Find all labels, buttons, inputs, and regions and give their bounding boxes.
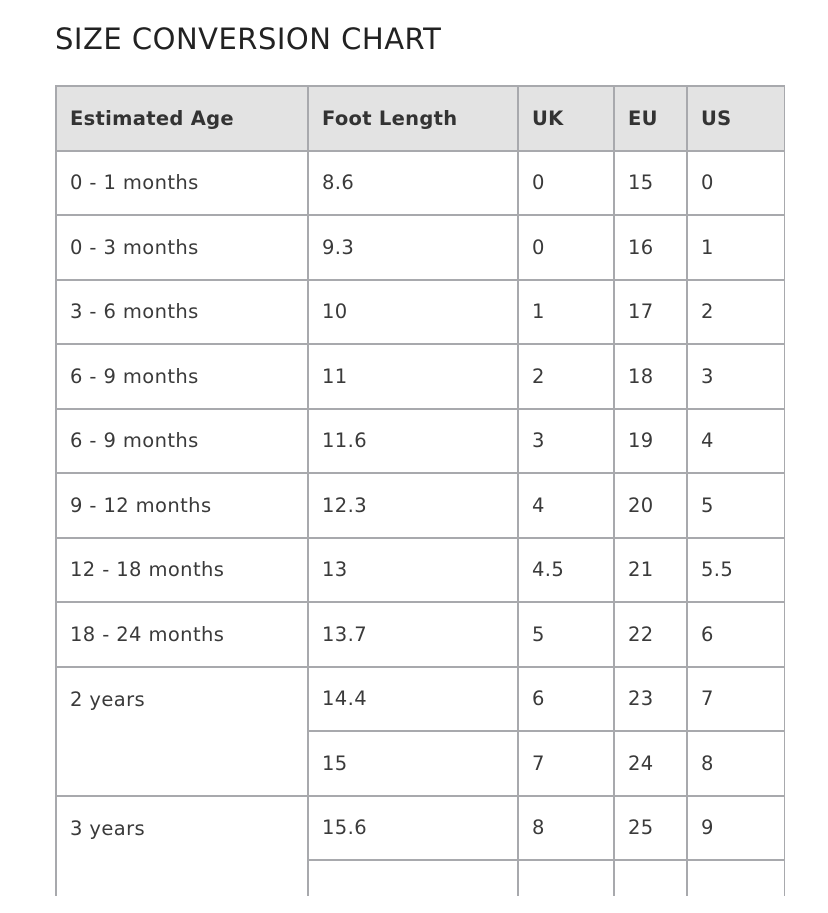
cell-eu: 16: [614, 215, 687, 280]
header-us: US: [687, 86, 785, 151]
cell-foot-length: 15.6: [308, 796, 518, 861]
cell-us-empty: [687, 860, 785, 896]
cell-uk: 7: [518, 731, 614, 796]
cell-eu: 19: [614, 409, 687, 474]
table-row: [56, 538, 785, 603]
cell-us: 9: [687, 796, 785, 861]
header-estimated-age: Estimated Age: [56, 86, 308, 151]
cell-us: 6: [687, 602, 785, 667]
cell-foot-length: 10: [308, 280, 518, 345]
table-row: [56, 344, 785, 409]
cell-us: 7: [687, 667, 785, 732]
cell-foot-length: 12.3: [308, 473, 518, 538]
cell-eu: 22: [614, 602, 687, 667]
cell-uk: 8: [518, 796, 614, 861]
cell-eu: 18: [614, 344, 687, 409]
cell-age: 6 - 9 months: [56, 409, 308, 474]
cell-age: 9 - 12 months: [56, 473, 308, 538]
table-row: [56, 215, 785, 280]
page-title: SIZE CONVERSION CHART: [55, 22, 442, 56]
cell-foot-length: 11: [308, 344, 518, 409]
table-row: [56, 667, 785, 732]
cell-us: 2: [687, 280, 785, 345]
cell-age: 18 - 24 months: [56, 602, 308, 667]
cell-us: 0: [687, 151, 785, 216]
cell-age: 0 - 3 months: [56, 215, 308, 280]
cell-age: 0 - 1 months: [56, 151, 308, 216]
cell-us: 5: [687, 473, 785, 538]
cell-eu: 17: [614, 280, 687, 345]
cell-age: 3 - 6 months: [56, 280, 308, 345]
cell-uk: 6: [518, 667, 614, 732]
cell-uk: 1: [518, 280, 614, 345]
cell-uk: 0: [518, 151, 614, 216]
cell-eu-empty: [614, 860, 687, 896]
cell-uk: 0: [518, 215, 614, 280]
cell-uk-empty: [518, 860, 614, 896]
cell-age: 2 years: [56, 667, 308, 796]
table-row: [56, 151, 785, 216]
cell-uk: 2: [518, 344, 614, 409]
cell-foot-length: 8.6: [308, 151, 518, 216]
cell-us: 8: [687, 731, 785, 796]
table-row: [56, 796, 785, 861]
cell-foot-length: 9.3: [308, 215, 518, 280]
table-row: [56, 409, 785, 474]
cell-eu: 24: [614, 731, 687, 796]
cell-us: 5.5: [687, 538, 785, 603]
cell-foot-length-empty: [308, 860, 518, 896]
header-uk: UK: [518, 86, 614, 151]
header-foot-length: Foot Length: [308, 86, 518, 151]
cell-eu: 21: [614, 538, 687, 603]
cell-foot-length: 11.6: [308, 409, 518, 474]
cell-us: 4: [687, 409, 785, 474]
cell-uk: 4.5: [518, 538, 614, 603]
cell-age: 12 - 18 months: [56, 538, 308, 603]
cell-uk: 4: [518, 473, 614, 538]
cell-foot-length: 13.7: [308, 602, 518, 667]
header-eu: EU: [614, 86, 687, 151]
cell-eu: 20: [614, 473, 687, 538]
cell-us: 1: [687, 215, 785, 280]
cell-foot-length: 15: [308, 731, 518, 796]
cell-foot-length: 14.4: [308, 667, 518, 732]
size-conversion-table: [55, 85, 785, 896]
cell-us: 3: [687, 344, 785, 409]
cell-eu: 25: [614, 796, 687, 861]
size-table-container: [55, 85, 785, 896]
table-row: [56, 602, 785, 667]
cell-foot-length: 13: [308, 538, 518, 603]
cell-age: 6 - 9 months: [56, 344, 308, 409]
cell-uk: 3: [518, 409, 614, 474]
cell-eu: 15: [614, 151, 687, 216]
cell-uk: 5: [518, 602, 614, 667]
table-row: [56, 280, 785, 345]
cell-age: 3 years: [56, 796, 308, 897]
cell-eu: 23: [614, 667, 687, 732]
table-row: [56, 473, 785, 538]
table-header-row: [56, 86, 785, 151]
